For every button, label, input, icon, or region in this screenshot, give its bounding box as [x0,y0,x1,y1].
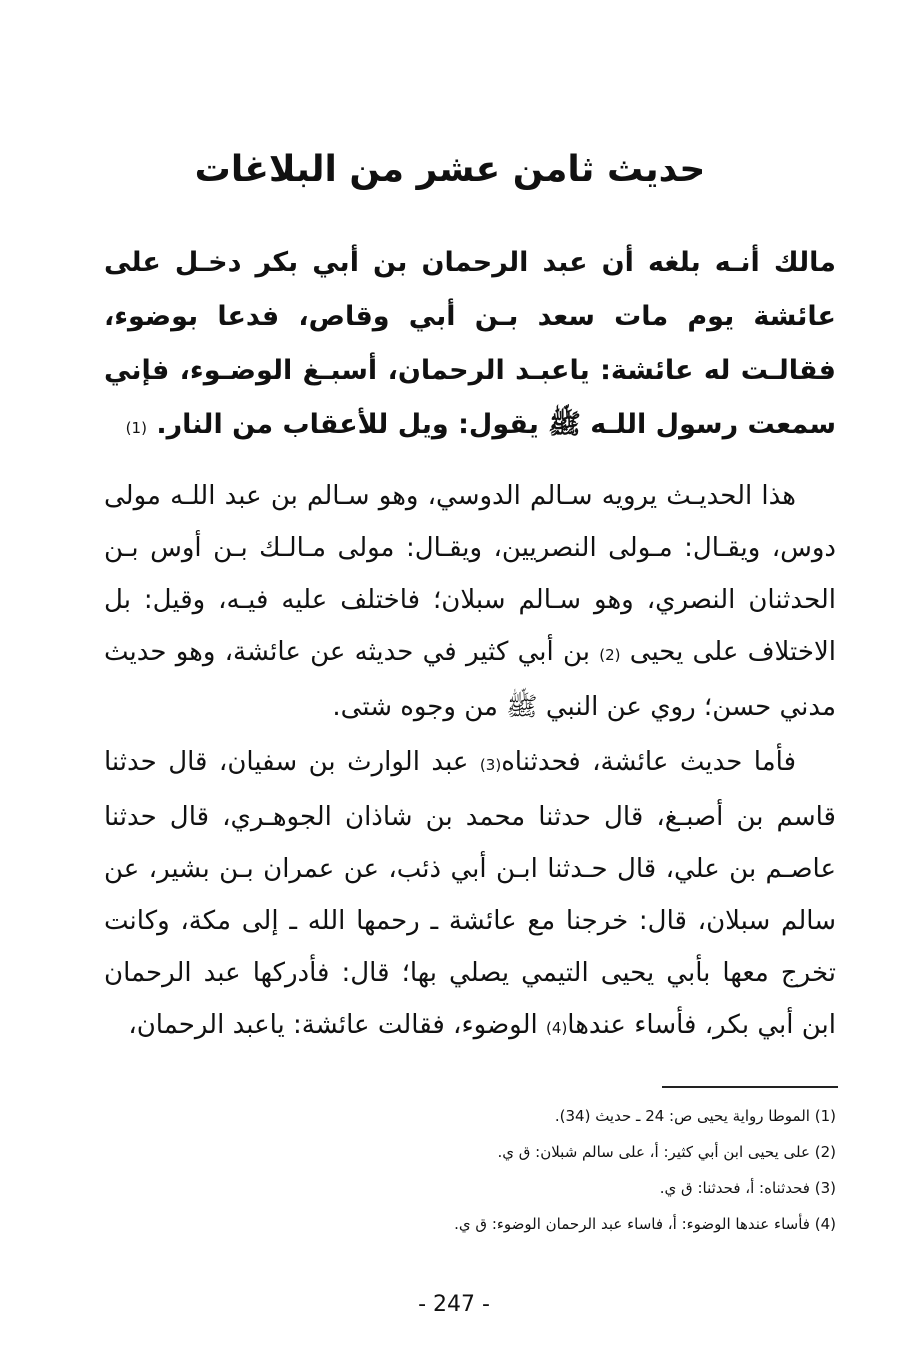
paragraph-2-text-b: عبد الوارث بن سفيان، قال حدثنا قاسم بن أصبـغ، قال حدثنا محمد بن شاذان الجوهـري، قال حدثنا عاصـم بن علي، قال حـدثنا ابـن أبي ذئب، عن عمران بـن بشير، عن سالم سبلان، قال: خرجنا مع عائشة ـ رحمها الله ـ إلى مكة، وكانت تخرج معها بأبي يحيى التيمي يصلي بها؛ قال: فأدركها عبد الرحمان ابن أبي بكر، فأساء عندها [104,747,836,1040]
paragraph-2-text-a: فأما حديث عائشة، فحدثناه [501,747,796,777]
commentary-paragraph-2 [104,736,836,1054]
commentary-paragraph-1 [104,470,836,733]
paragraph-1-text-a: هذا الحديـث يرويه سـالم الدوسي، وهو سـالم بن عبد اللـه مولى دوس، ويقـال: مـولى النصريين، ويقـال: مولى مـالـك بـن أوس بـن الحدثنان النصري، وهو سـالم سبلان؛ فاختلف عليه فيـه، وقيل: بل الاختلاف على يحيى [104,481,837,667]
footnotes-list [300,1098,836,1242]
page-number: - 247 - [418,1292,490,1317]
hadith-matn-text: مالك أنـه بلغه أن عبد الرحمان بن أبي بكر دخـل على عائشة يوم مات سعد بـن أبي وقاص، فدعا بوضوء، فقالـت له عائشة: ياعبـد الرحمان، أسبـغ الوضـوء، فإني سمعت رسول اللـه ﷺ يقول: ويل للأعقاب من النار. [104,247,836,440]
paragraph-2-text-c: الوضوء، فقالت عائشة: ياعبد الرحمان، [128,1010,538,1040]
footnote-item: (2) على يحيى ابن أبي كثير: أ، على سالم شبلان: ق ي. [497,1143,836,1161]
chapter-title: حديث ثامن عشر من البلاغات [194,149,706,190]
paragraph-1-text-b: بن أبي كثير في حديثه عن عائشة، وهو حديث مدني حسن؛ روي عن النبي ﷺ من وجوه شتى. [104,637,836,722]
footnote-item: (1) الموطا رواية يحيى ص: 24 ـ حديث (34). [554,1107,836,1125]
footnote-ref-1: (1) [125,419,147,437]
footnote-ref-3: (3) [479,756,502,774]
footnote-ref-4: (4) [546,1019,568,1037]
footnote-ref-2: (2) [599,646,621,664]
footnote-item: (3) فحدثناه: أ، فحدثنا: ق ي. [659,1179,836,1197]
footnote-item: (4) فأساء عندها الوضوء: أ، فاساء عبد الرحمان الوضوء: ق ي. [454,1215,836,1233]
footnote-divider [662,1086,838,1088]
hadith-matn [104,236,836,455]
